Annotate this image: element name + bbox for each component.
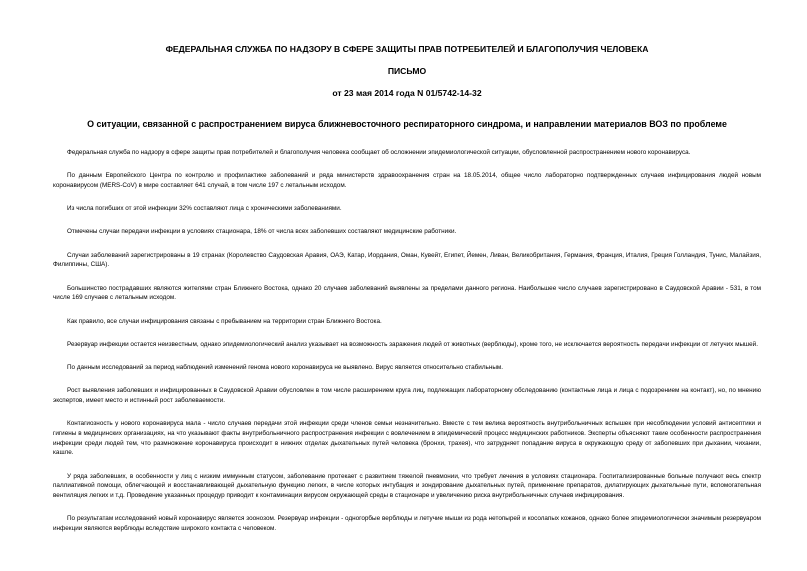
letter-body <box>53 148 761 534</box>
body-paragraph: Федеральная служба по надзору в сфере защиты прав потребителей и благополучия человека сообщает об осложнении эпидемиологической ситуации, обусловленной распространением нового коронавируса. <box>67 149 691 156</box>
body-paragraph: Отмечены случаи передачи инфекции в условиях стационара, 18% от числа всех заболевших составляют медицинские работники. <box>67 228 457 236</box>
body-paragraph: Случаи заболеваний зарегистрированы в 19 странах (Королевство Саудовская Аравия, ОАЭ, Катар, Иордания, Оман, Кувейт, Египет, Йемен, Ливан, Великобритания, Германия, Франция, Италия, Греция Голландия, Тунис, Малайзия, Филиппины, США). <box>53 251 761 269</box>
body-paragraph: По данным исследований за период наблюдений изменений генома нового коронавируса не выявлено. Вирус является относительно стабильным. <box>67 363 504 371</box>
document-type-heading: ПИСЬМО <box>387 66 427 76</box>
body-paragraph: Большинство пострадавших являются жителями стран Ближнего Востока, однако 20 случаев заболеваний выявлены за пределами данного региона. Наибольшее число случаев зарегистрировано в Саудовской Аравии - 531, в том числе 169 случаев с летальным исходом. <box>53 284 761 302</box>
document-date-number: от 23 мая 2014 года N 01/5742-14-32 <box>332 88 482 98</box>
body-paragraph: По результатам исследований новый коронавирус является зоонозом. Резервуар инфекции - одногорбые верблюды и летучие мыши из рода нетопырей и косолапых кожанов, однако более эпидемиологически значимым резервуаром инфекции являются верблюды вследствие широкого контакта с человеком. <box>53 515 761 533</box>
body-paragraph: Контагиозность у нового коронавируса мала - число случаев передачи этой инфекции среди членов семьи незначительно. Вместе с тем велика вероятность внутрибольничных вспышек при несоблюдении условий антисептики и гигиены в медицинских организациях, на что указывают факты внутрибольничного распространения инфекции с вовлечением в эпидемический процесс медицинских работников. Эксперты объясняют такие особенности распространения инфекции среди людей тем, что размножение коронавируса происходит в нижних отделах дыхательных путей человека (бронхи, трахея), что затрудняет попадание вируса в окружающую среду от заболевших при дыхании, чихании, кашле. <box>53 420 761 457</box>
agency-heading: ФЕДЕРАЛЬНАЯ СЛУЖБА ПО НАДЗОРУ В СФЕРЕ ЗАЩИТЫ ПРАВ ПОТРЕБИТЕЛЕЙ И БЛАГОПОЛУЧИЯ ЧЕЛОВЕКА <box>165 44 649 54</box>
body-paragraph: По данным Европейского Центра по контролю и профилактике заболеваний и ряда министерств здравоохранения стран на 18.05.2014, общее число лабораторно подтвержденных случаев инфицирования людей новым коронавирусом (MERS-CoV) в мире составляет 641 случай, в том числе 197 с летальным исходом. <box>53 172 761 189</box>
body-paragraph: У ряда заболевших, в особенности у лиц с низким иммунным статусом, заболевание протекает с развитием тяжелой пневмонии, что требует лечения в условиях стационара. Госпитализированные больные получают весь спектр паллиативной помощи, облегчающей и восстанавливающей дыхательную функцию легких, в числе которых интубация и зондирование дыхательных путей, применение препаратов, дилатирующих дыхательные пути, вспомогательная вентиляция легких и т.д. Проведение указанных процедур приводит к контаминации вирусом окружающей среды в стационаре и увеличению риска внутрибольничных случаев инфицирования. <box>53 472 761 500</box>
body-paragraph: Рост выявления заболевших и инфицированных в Саудовской Аравии обусловлен в том числе расширением круга лиц, подлежащих лабораторному обследованию (контактные лица и лица с подозрением на контакт), но, по мнению экспертов, имеет место и истинный рост заболеваемости. <box>53 387 761 404</box>
body-paragraph: Как правило, все случаи инфицирования связаны с пребыванием на территории стран Ближнего Востока. <box>67 317 382 325</box>
body-paragraph: Из числа погибших от этой инфекции 32% составляют лица с хроническими заболеваниями. <box>67 205 342 213</box>
body-paragraph: Резервуар инфекции остается неизвестным, однако эпидемиологический анализ указывает на возможность заражения людей от животных (верблюды), кроме того, не исключается вероятность передачи инфекции от летучих мышей. <box>67 340 758 348</box>
document-subject: О ситуации, связанной с распространением вируса ближневосточного респираторного синдрома, и направлении материалов ВОЗ по проблеме <box>87 119 727 129</box>
